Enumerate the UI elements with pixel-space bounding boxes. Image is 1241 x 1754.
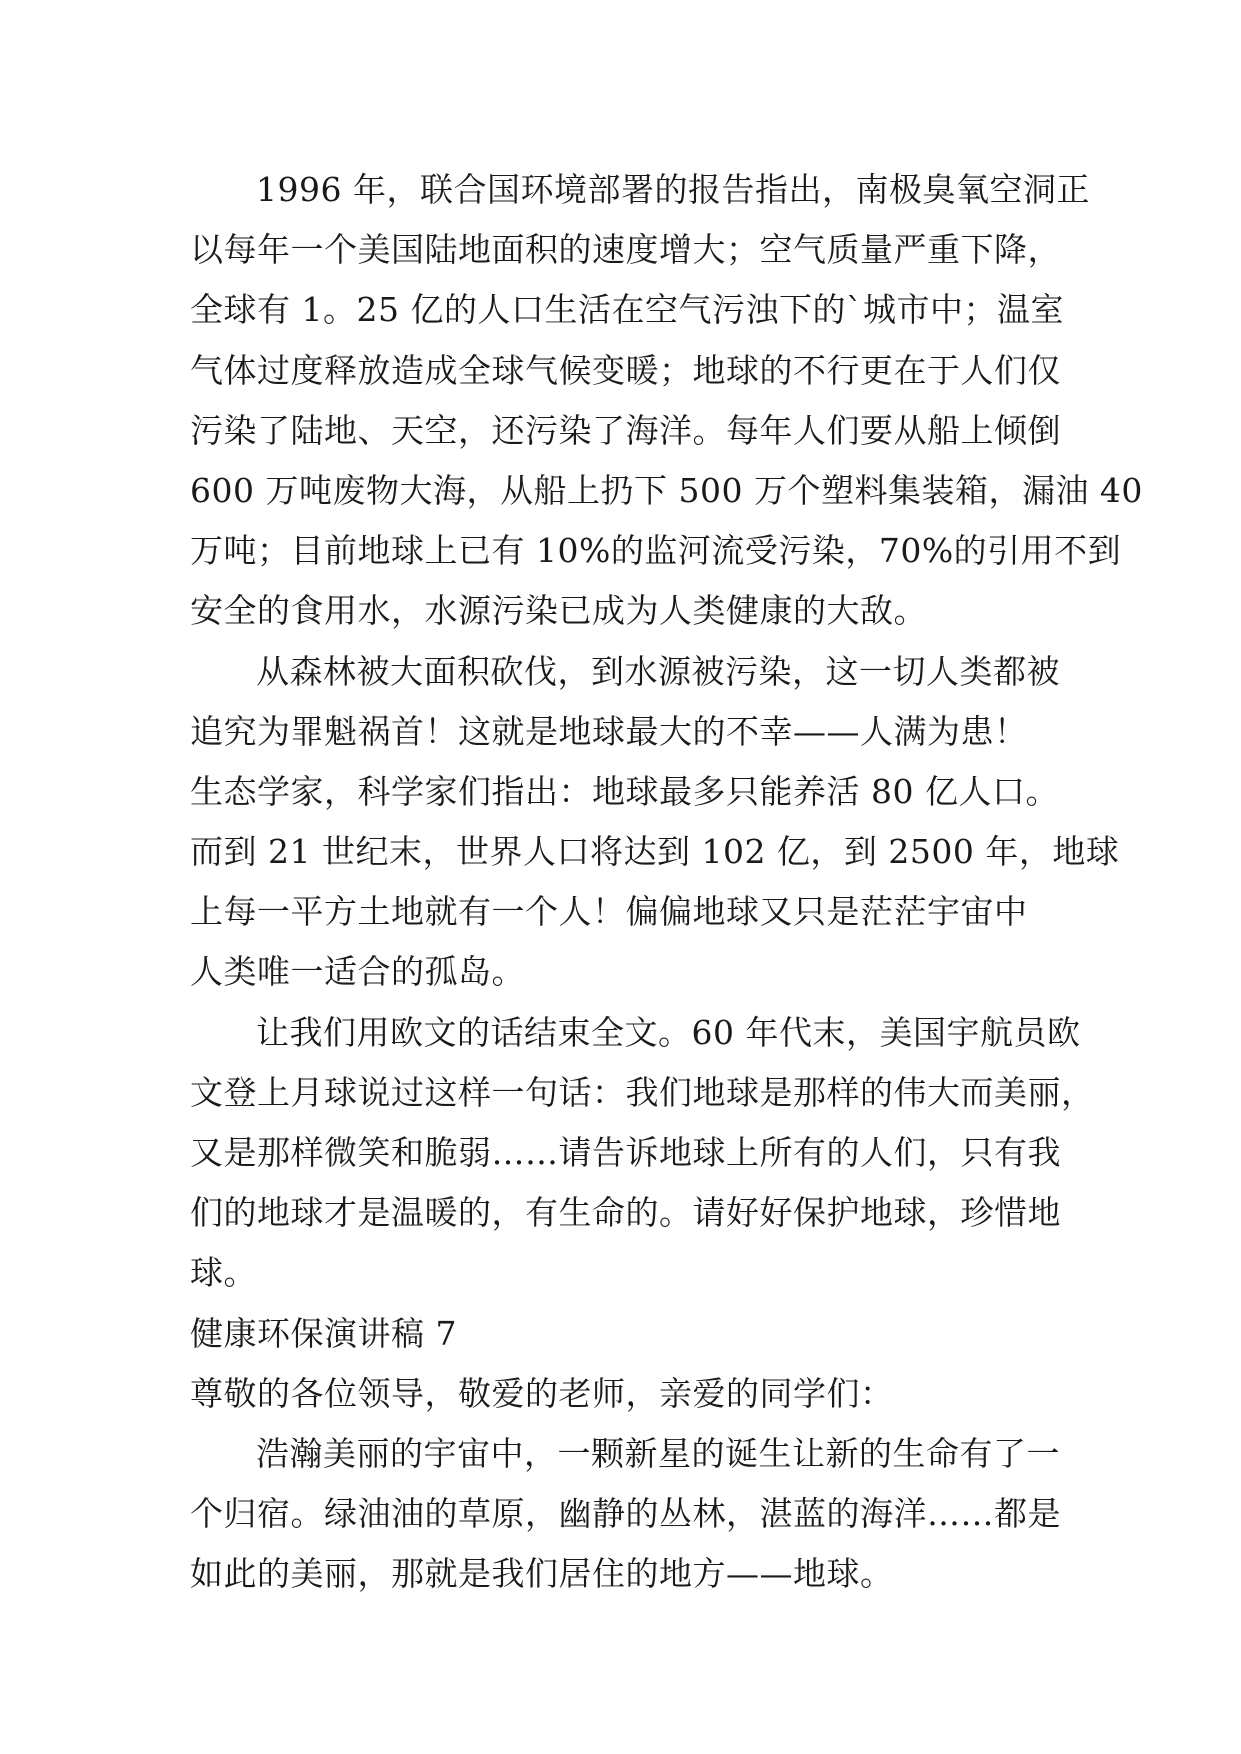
salutation: 尊敬的各位领导，敬爱的老师，亲爱的同学们： <box>190 1373 894 1413</box>
paragraph-line: 们的地球才是温暖的，有生命的。请好好保护地球，珍惜地 <box>190 1193 1061 1233</box>
paragraph-line: 又是那样微笑和脆弱……请告诉地球上所有的人们，只有我 <box>190 1133 1061 1172</box>
paragraph-line: 人类唯一适合的孤岛。 <box>190 952 525 992</box>
section-heading: 健康环保演讲稿 7 <box>190 1313 457 1353</box>
paragraph-line: 文登上月球说过这样一句话：我们地球是那样的伟大而美丽， <box>190 1072 1095 1112</box>
paragraph-line: 浩瀚美丽的宇宙中，一颗新星的诞生让新的生命有了一 <box>256 1433 1060 1473</box>
paragraph-line: 600 万吨废物大海，从船上扔下 500 万个塑料集装箱，漏油 40 <box>190 470 1143 510</box>
paragraph-line: 安全的食用水，水源污染已成为人类健康的大敌。 <box>190 591 927 631</box>
paragraph-line: 球。 <box>190 1253 257 1293</box>
paragraph-line: 万吨；目前地球上已有 10%的监河流受污染，70%的引用不到 <box>190 531 1122 571</box>
paragraph-line: 追究为罪魁祸首！这就是地球最大的不幸——人满为患！ <box>190 711 1028 751</box>
paragraph-line: 以每年一个美国陆地面积的速度增大；空气质量严重下降， <box>190 230 1061 270</box>
paragraph-line: 气体过度释放造成全球气候变暖；地球的不行更在于人们仅 <box>190 350 1061 390</box>
document-body <box>190 160 1143 1605</box>
paragraph-line: 个归宿。绿油油的草原，幽静的丛林，湛蓝的海洋……都是 <box>190 1494 1061 1534</box>
paragraph-line: 上每一平方土地就有一个人！偏偏地球又只是茫茫宇宙中 <box>190 892 1028 932</box>
paragraph-line: 如此的美丽，那就是我们居住的地方——地球。 <box>190 1554 894 1594</box>
paragraph-line: 污染了陆地、天空，还污染了海洋。每年人们要从船上倾倒 <box>190 410 1061 450</box>
paragraph-line: 而到 21 世纪末，世界人口将达到 102 亿，到 2500 年，地球 <box>190 832 1120 872</box>
paragraph-line: 生态学家，科学家们指出：地球最多只能养活 80 亿人口。 <box>190 771 1059 811</box>
paragraph-line: 让我们用欧文的话结束全文。60 年代末，美国宇航员欧 <box>256 1012 1081 1052</box>
paragraph-line: 全球有 1。25 亿的人口生活在空气污浊下的`城市中；温室 <box>190 290 1064 330</box>
paragraph-line: 从森林被大面积砍伐，到水源被污染，这一切人类都被 <box>256 651 1060 691</box>
paragraph-line: 1996 年，联合国环境部署的报告指出，南极臭氧空洞正 <box>256 170 1090 209</box>
